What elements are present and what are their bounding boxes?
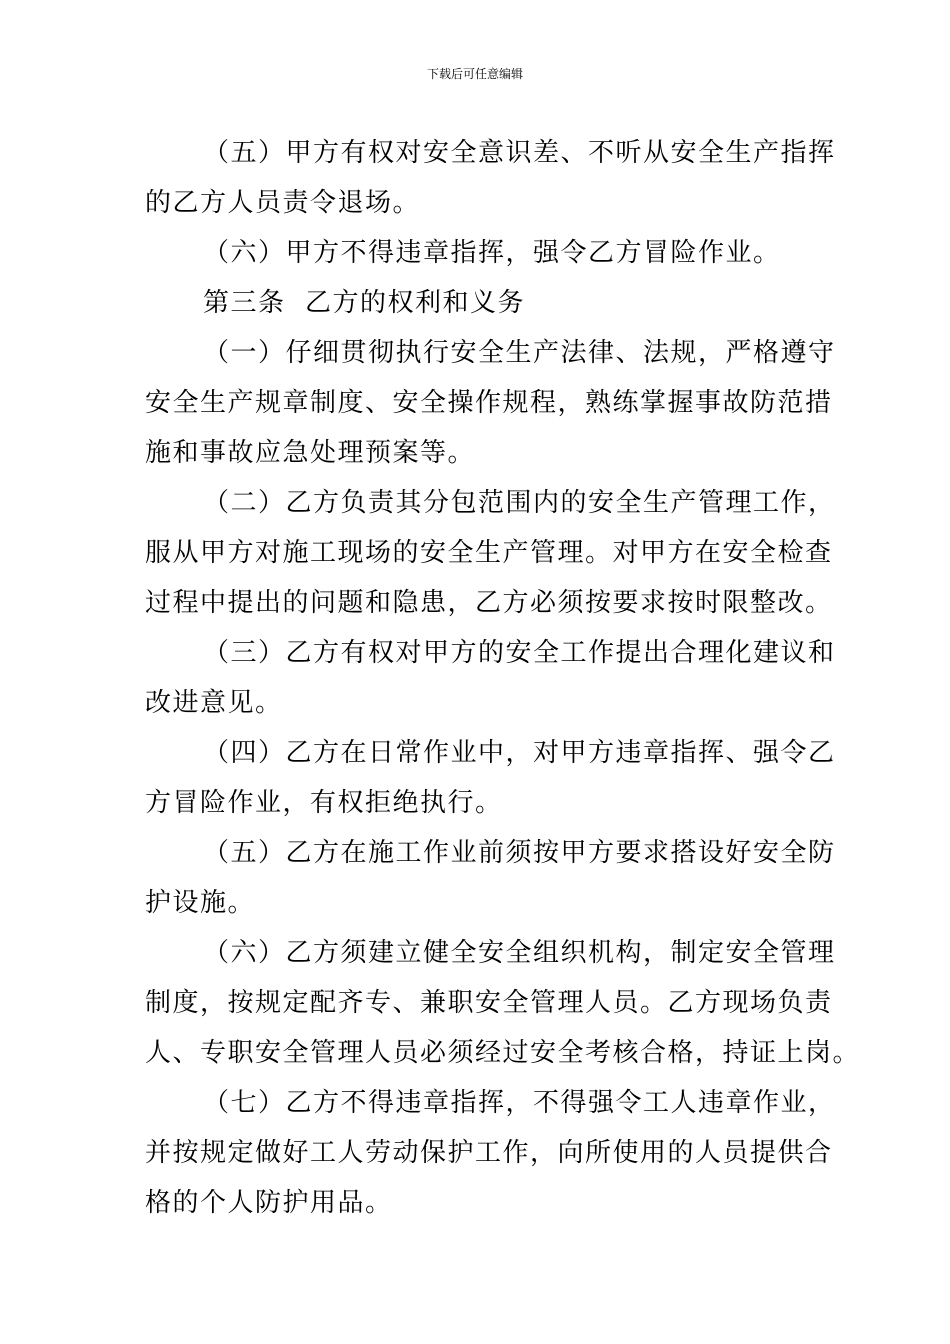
- page-header-note: 下载后可任意编辑: [426, 67, 523, 81]
- text-line: 人、专职安全管理人员必须经过安全考核合格，持证上岗。: [145, 1038, 861, 1068]
- paragraph-party-b-item-4: [145, 728, 836, 828]
- text-line: （七）乙方不得违章指挥，不得强令工人违章作业，: [203, 1088, 836, 1118]
- text-line: 施和事故应急处理预案等。: [145, 438, 476, 468]
- text-line: （五）乙方在施工作业前须按甲方要求搭设好安全防: [203, 838, 836, 868]
- paragraph-party-b-item-3: [145, 628, 836, 728]
- article-3-heading: [145, 278, 809, 328]
- paragraph-party-b-item-1: [145, 328, 836, 478]
- text-line: 服从甲方对施工现场的安全生产管理。对甲方在安全检查: [145, 538, 833, 568]
- text-line: 方冒险作业，有权拒绝执行。: [145, 788, 503, 818]
- text-line: （三）乙方有权对甲方的安全工作提出合理化建议和: [203, 638, 836, 668]
- text-line: 格的个人防护用品。: [145, 1188, 393, 1218]
- text-line: 安全生产规章制度、安全操作规程，熟练掌握事故防范措: [145, 388, 833, 418]
- text-line: （六）甲方不得违章指挥，强令乙方冒险作业。: [203, 238, 781, 268]
- text-line: 并按规定做好工人劳动保护工作，向所使用的人员提供合: [145, 1138, 833, 1168]
- text-line: 护设施。: [145, 888, 256, 918]
- text-line: 第三条 乙方的权利和义务: [203, 288, 526, 318]
- paragraph-party-a-item-6: [145, 228, 809, 278]
- text-line: （五）甲方有权对安全意识差、不听从安全生产指挥: [203, 138, 836, 168]
- text-line: （四）乙方在日常作业中，对甲方违章指挥、强令乙: [203, 738, 836, 768]
- document-body: [145, 128, 861, 1228]
- text-line: 的乙方人员责令退场。: [145, 188, 421, 218]
- text-line: （二）乙方负责其分包范围内的安全生产管理工作，: [203, 488, 836, 518]
- text-line: 过程中提出的问题和隐患，乙方必须按要求按时限整改。: [145, 588, 833, 618]
- text-line: （六）乙方须建立健全安全组织机构，制定安全管理: [203, 938, 836, 968]
- paragraph-party-b-item-6: [145, 928, 861, 1078]
- paragraph-party-b-item-7: [145, 1078, 836, 1228]
- paragraph-party-b-item-5: [145, 828, 836, 928]
- paragraph-party-b-item-2: [145, 478, 836, 628]
- text-line: 改进意见。: [145, 688, 283, 718]
- text-line: 制度，按规定配齐专、兼职安全管理人员。乙方现场负责: [145, 988, 833, 1018]
- paragraph-party-a-item-5: [145, 128, 836, 228]
- text-line: （一）仔细贯彻执行安全生产法律、法规，严格遵守: [203, 338, 836, 368]
